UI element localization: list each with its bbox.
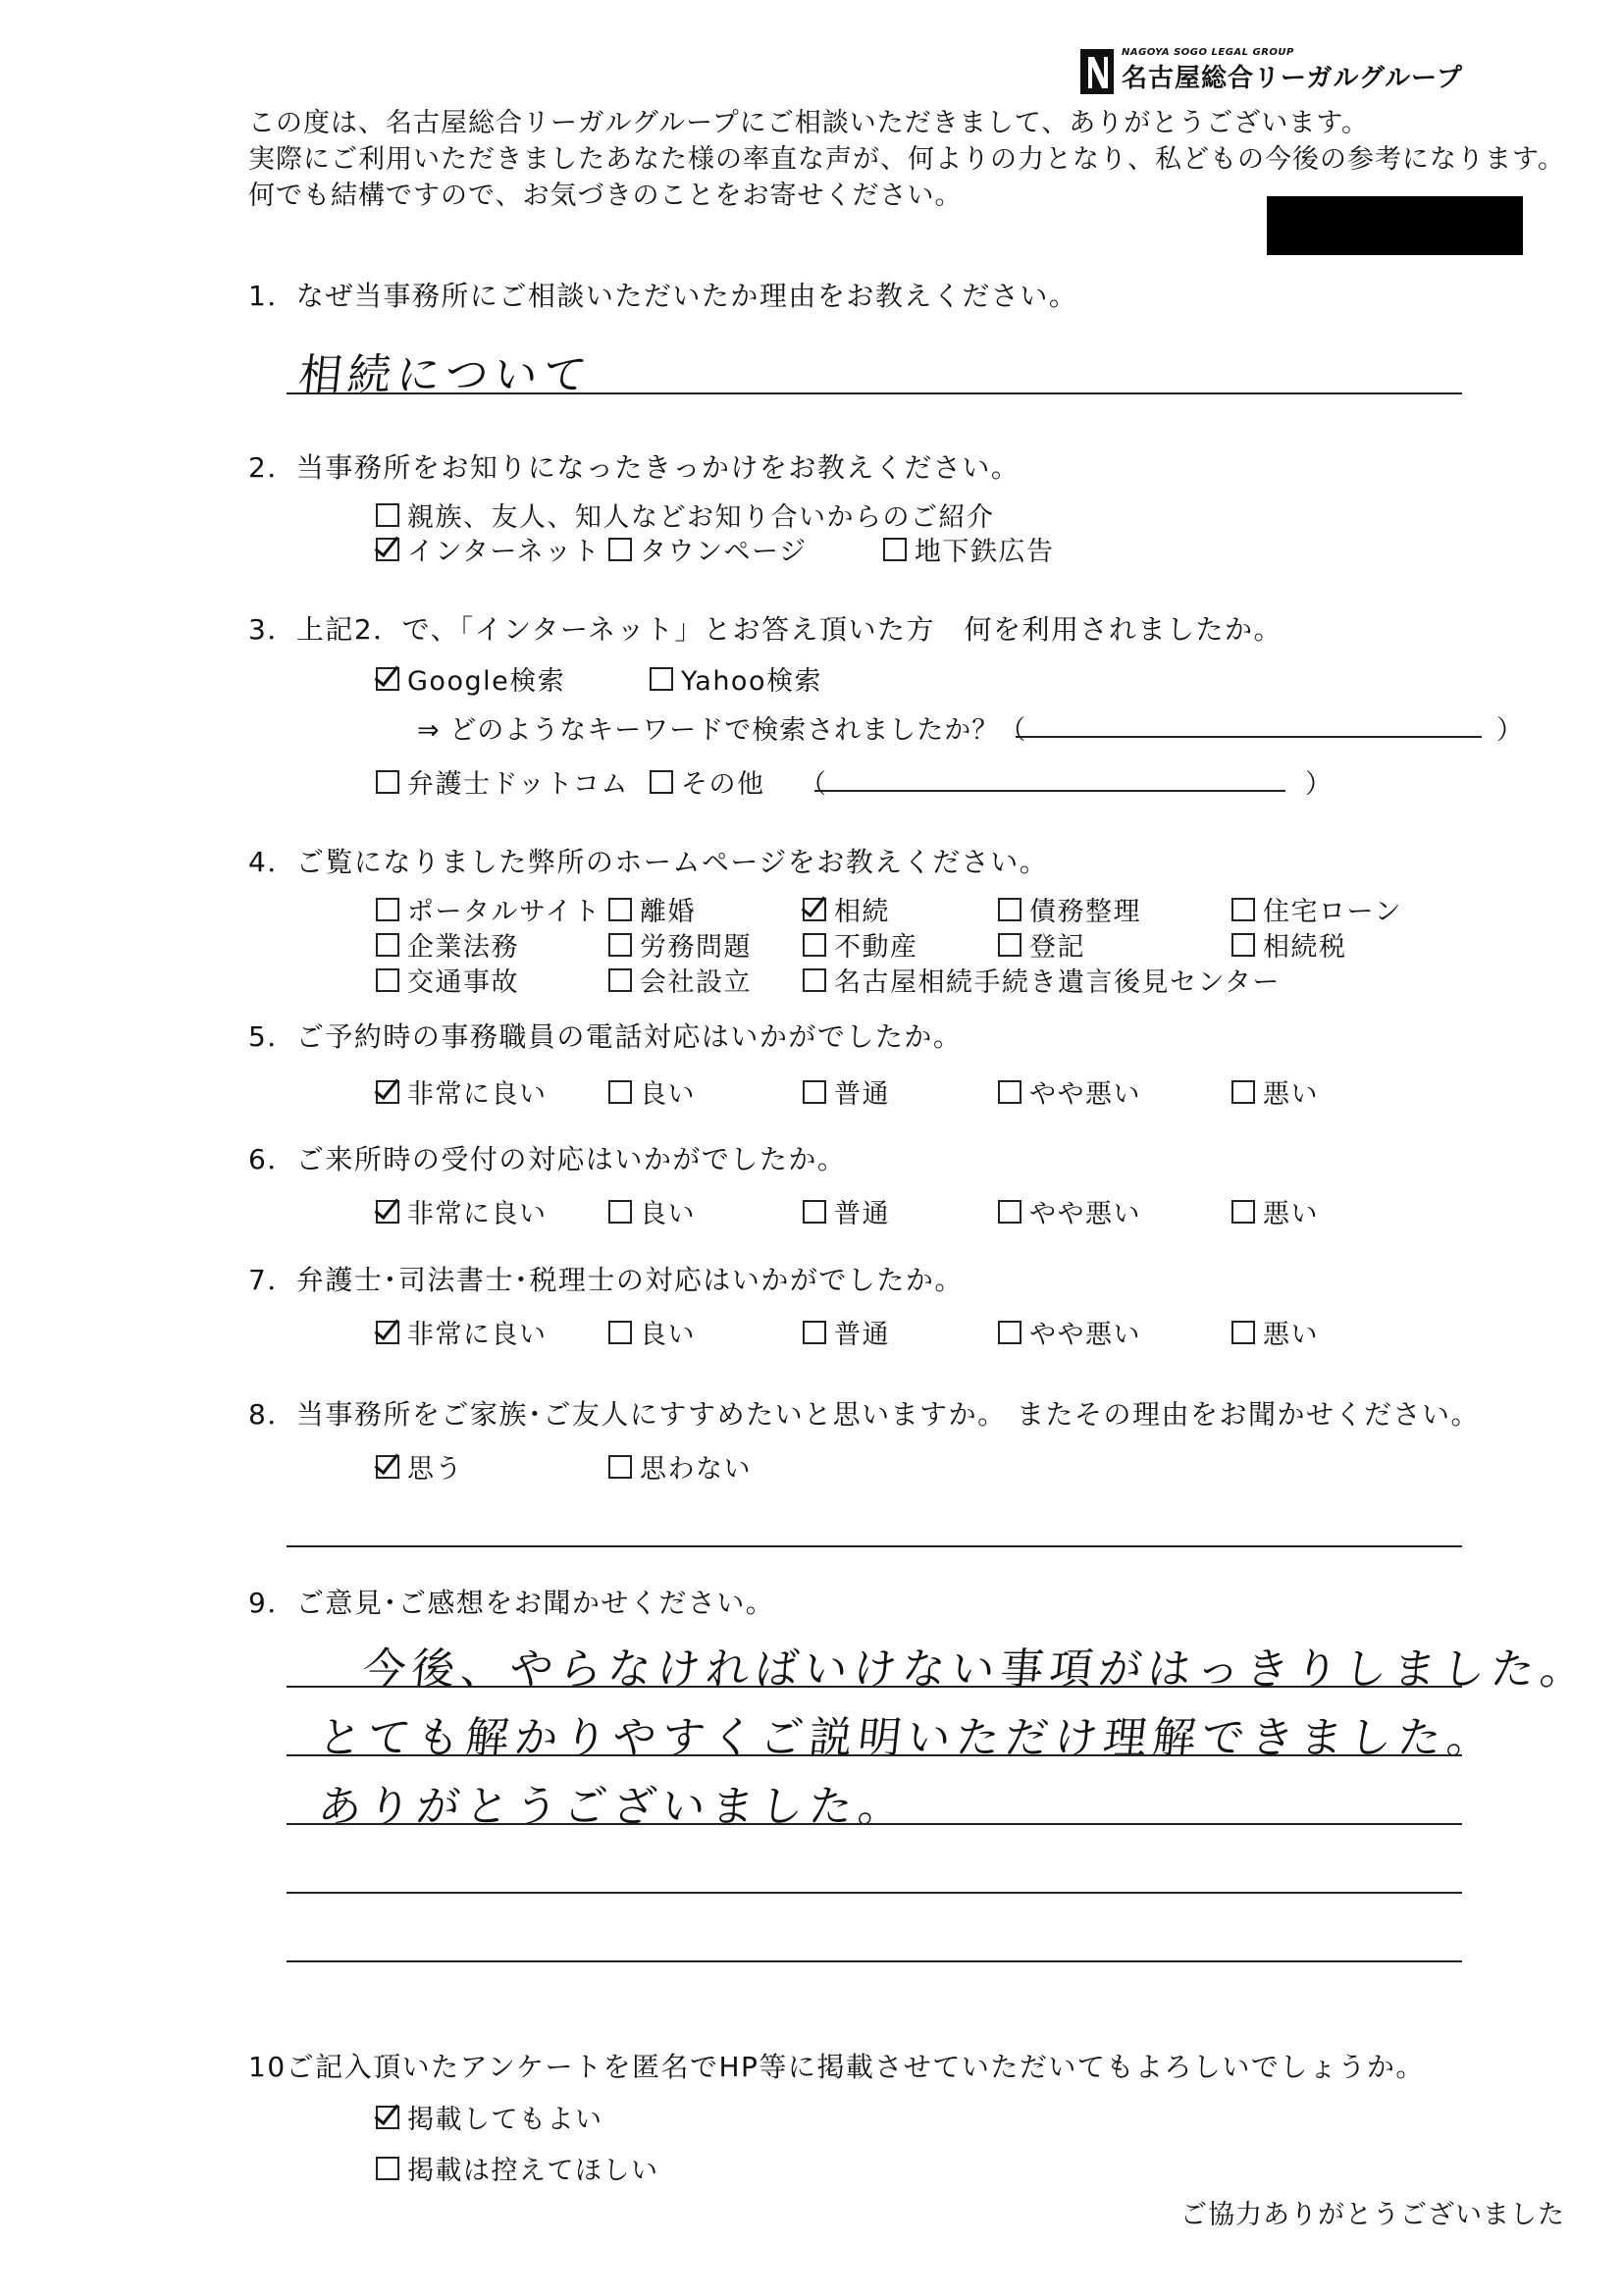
q9-rule-4 <box>287 1892 1462 1894</box>
q7-question: 7．弁護士･司法書士･税理士の対応はいかがでしたか。 <box>248 1264 964 1296</box>
q4-option-divorce[interactable]: 離婚 <box>608 890 696 928</box>
q6-question: 6．ご来所時の受付の対応はいかがでしたか。 <box>248 1143 847 1175</box>
checkbox[interactable] <box>608 1080 632 1104</box>
checkbox-checked[interactable] <box>376 538 399 561</box>
checkbox[interactable] <box>608 1321 632 1344</box>
checkbox[interactable] <box>608 968 632 992</box>
q7-option-somewhat-bad[interactable]: やや悪い <box>998 1313 1141 1351</box>
checkbox[interactable] <box>608 933 632 957</box>
q4-option-center[interactable]: 名古屋相続手続き遺言後見センター <box>803 961 1281 999</box>
checkbox[interactable] <box>376 770 399 794</box>
checkbox[interactable] <box>998 1321 1021 1344</box>
checkbox[interactable] <box>608 1200 632 1224</box>
checkbox-checked[interactable] <box>376 667 399 691</box>
q5-question: 5．ご予約時の事務職員の電話対応はいかがでしたか。 <box>248 1020 963 1053</box>
q3-question: 3．上記2．で、「インターネット」とお答え頂いた方 何を利用されましたか。 <box>248 613 1283 646</box>
checkbox[interactable] <box>608 1455 632 1479</box>
checkbox-checked[interactable] <box>376 1455 399 1479</box>
q9-rule-1 <box>287 1686 1462 1688</box>
q9-rule-3 <box>287 1823 1462 1825</box>
q10-question: 10ご記入頂いたアンケートを匿名でHP等に掲載させていただいてもよろしいでしょうか。 <box>248 2051 1425 2083</box>
logo <box>1080 47 1463 94</box>
checkbox[interactable] <box>376 898 399 921</box>
intro-line-1: この度は、名古屋総合リーガルグループにご相談いただきまして、ありがとうございます。 <box>248 108 1370 138</box>
q5-option-very-good[interactable]: 非常に良い <box>376 1072 548 1111</box>
q1-answer-line <box>287 392 1462 394</box>
checkbox-checked[interactable] <box>376 1200 399 1224</box>
q4-option-traffic-accident[interactable]: 交通事故 <box>376 961 519 999</box>
q3-keyword-paren-close: ） <box>1496 715 1524 746</box>
checkbox[interactable] <box>1231 898 1255 921</box>
q2-option-referral[interactable]: 親族、友人、知人などお知り合いからのご紹介 <box>376 496 995 534</box>
checkbox[interactable] <box>1231 1080 1255 1104</box>
q8-option-yes[interactable]: 思う <box>376 1447 463 1486</box>
checkbox[interactable] <box>803 933 826 957</box>
q4-option-debt[interactable]: 債務整理 <box>998 890 1141 928</box>
q3-option-yahoo[interactable]: Yahoo検索 <box>650 659 822 698</box>
checkbox[interactable] <box>803 1200 826 1224</box>
q5-option-good[interactable]: 良い <box>608 1072 696 1111</box>
q10-option-decline[interactable]: 掲載は控えてほしい <box>376 2149 659 2187</box>
q6-option-good[interactable]: 良い <box>608 1192 696 1230</box>
checkbox[interactable] <box>1231 933 1255 957</box>
checkbox[interactable] <box>883 538 907 561</box>
checkbox[interactable] <box>376 933 399 957</box>
q2-option-internet[interactable]: インターネット <box>376 530 601 568</box>
checkbox[interactable] <box>650 667 673 691</box>
q3-option-bengoshi-dotcom[interactable]: 弁護士ドットコム <box>376 762 629 801</box>
q7-option-good[interactable]: 良い <box>608 1313 696 1351</box>
intro-line-2: 実際にご利用いただきましたあなた様の率直な声が、何よりの力となり、私どもの今後の参考になります。 <box>248 144 1565 175</box>
q4-option-real-estate[interactable]: 不動産 <box>803 925 918 964</box>
checkbox[interactable] <box>376 503 399 527</box>
q9-answer-line-1: 今後、やらなければいけない事項がはっきりしました。 <box>359 1644 1593 1695</box>
q9-rule-2 <box>287 1754 1462 1756</box>
redaction-block <box>1267 196 1523 255</box>
q3-other-paren-close: ） <box>1305 769 1333 800</box>
q10-option-allow[interactable]: 掲載してもよい <box>376 2098 603 2136</box>
q6-option-very-good[interactable]: 非常に良い <box>376 1192 548 1230</box>
footer-thanks: ご協力ありがとうございました <box>1180 2200 1565 2230</box>
checkbox[interactable] <box>998 1080 1021 1104</box>
q8-option-no[interactable]: 思わない <box>608 1447 752 1486</box>
q3-option-google[interactable]: Google検索 <box>376 659 565 698</box>
logo-subtitle: NAGOYA SOGO LEGAL GROUP <box>1122 47 1294 58</box>
q9-answer-line-3: ありがとうございました。 <box>315 1782 911 1832</box>
logo-mark-icon <box>1080 49 1114 94</box>
checkbox[interactable] <box>1231 1200 1255 1224</box>
q5-option-normal[interactable]: 普通 <box>803 1072 890 1111</box>
q3-keyword-prompt: ⇒ どのようなキーワードで検索されましたか？（ <box>417 715 1027 746</box>
q9-answer-line-2: とても解かりやすくご説明いただけ理解できました。 <box>315 1713 1499 1763</box>
checkbox-checked[interactable] <box>376 2106 399 2129</box>
q7-option-very-good[interactable]: 非常に良い <box>376 1313 548 1351</box>
q3-option-other[interactable]: その他 <box>650 762 765 801</box>
q6-option-somewhat-bad[interactable]: やや悪い <box>998 1192 1141 1230</box>
q4-option-company-setup[interactable]: 会社設立 <box>608 961 752 999</box>
q3-other-field[interactable] <box>814 768 1285 792</box>
q4-option-mortgage[interactable]: 住宅ローン <box>1231 890 1402 928</box>
q9-question: 9．ご意見･ご感想をお聞かせください。 <box>248 1587 775 1619</box>
checkbox[interactable] <box>376 2157 399 2180</box>
intro-line-3: 何でも結構ですので、お気づきのことをお寄せください。 <box>248 181 963 211</box>
checkbox[interactable] <box>608 898 632 921</box>
checkbox[interactable] <box>650 770 673 794</box>
q4-option-portal[interactable]: ポータルサイト <box>376 890 602 928</box>
q2-option-subway-ad[interactable]: 地下鉄広告 <box>883 530 1055 568</box>
checkbox[interactable] <box>803 1321 826 1344</box>
q4-option-corporate[interactable]: 企業法務 <box>376 925 519 964</box>
checkbox[interactable] <box>998 933 1021 957</box>
checkbox[interactable] <box>1231 1321 1255 1344</box>
checkbox[interactable] <box>803 968 826 992</box>
q1-answer: 相続について <box>295 350 596 400</box>
checkbox[interactable] <box>376 968 399 992</box>
q3-other-paren-open: （ <box>800 769 827 800</box>
q4-option-registration[interactable]: 登記 <box>998 925 1085 964</box>
checkbox[interactable] <box>803 1080 826 1104</box>
q4-option-inheritance-tax[interactable]: 相続税 <box>1231 925 1347 964</box>
checkbox[interactable] <box>998 898 1021 921</box>
checkbox[interactable] <box>608 538 632 561</box>
checkbox-checked[interactable] <box>376 1321 399 1344</box>
q5-option-bad[interactable]: 悪い <box>1231 1072 1319 1111</box>
q7-option-bad[interactable]: 悪い <box>1231 1313 1319 1351</box>
q4-question: 4．ご覧になりました弊所のホームページをお教えください。 <box>248 846 1049 878</box>
logo-title: 名古屋総合リーガルグループ <box>1122 64 1463 93</box>
q8-reason-line <box>287 1545 1462 1547</box>
checkbox[interactable] <box>998 1200 1021 1224</box>
checkbox-checked[interactable] <box>376 1080 399 1104</box>
q2-option-townpage[interactable]: タウンページ <box>608 530 807 568</box>
q3-keyword-field[interactable] <box>1016 714 1482 738</box>
q1-question: 1．なぜ当事務所にご相談いただいたか理由をお教えください。 <box>248 280 1078 312</box>
q6-option-normal[interactable]: 普通 <box>803 1192 890 1230</box>
q7-option-normal[interactable]: 普通 <box>803 1313 890 1351</box>
q2-question: 2．当事務所をお知りになったきっかけをお教えください。 <box>248 451 1021 484</box>
q5-option-somewhat-bad[interactable]: やや悪い <box>998 1072 1141 1111</box>
q4-option-labor[interactable]: 労務問題 <box>608 925 752 964</box>
checkbox-checked[interactable] <box>803 898 826 921</box>
q4-option-inheritance[interactable]: 相続 <box>803 890 890 928</box>
q9-rule-5 <box>287 1960 1462 1962</box>
q8-question: 8．当事務所をご家族･ご友人にすすめたいと思いますか。 またその理由をお聞かせください。 <box>248 1398 1480 1431</box>
q6-option-bad[interactable]: 悪い <box>1231 1192 1319 1230</box>
